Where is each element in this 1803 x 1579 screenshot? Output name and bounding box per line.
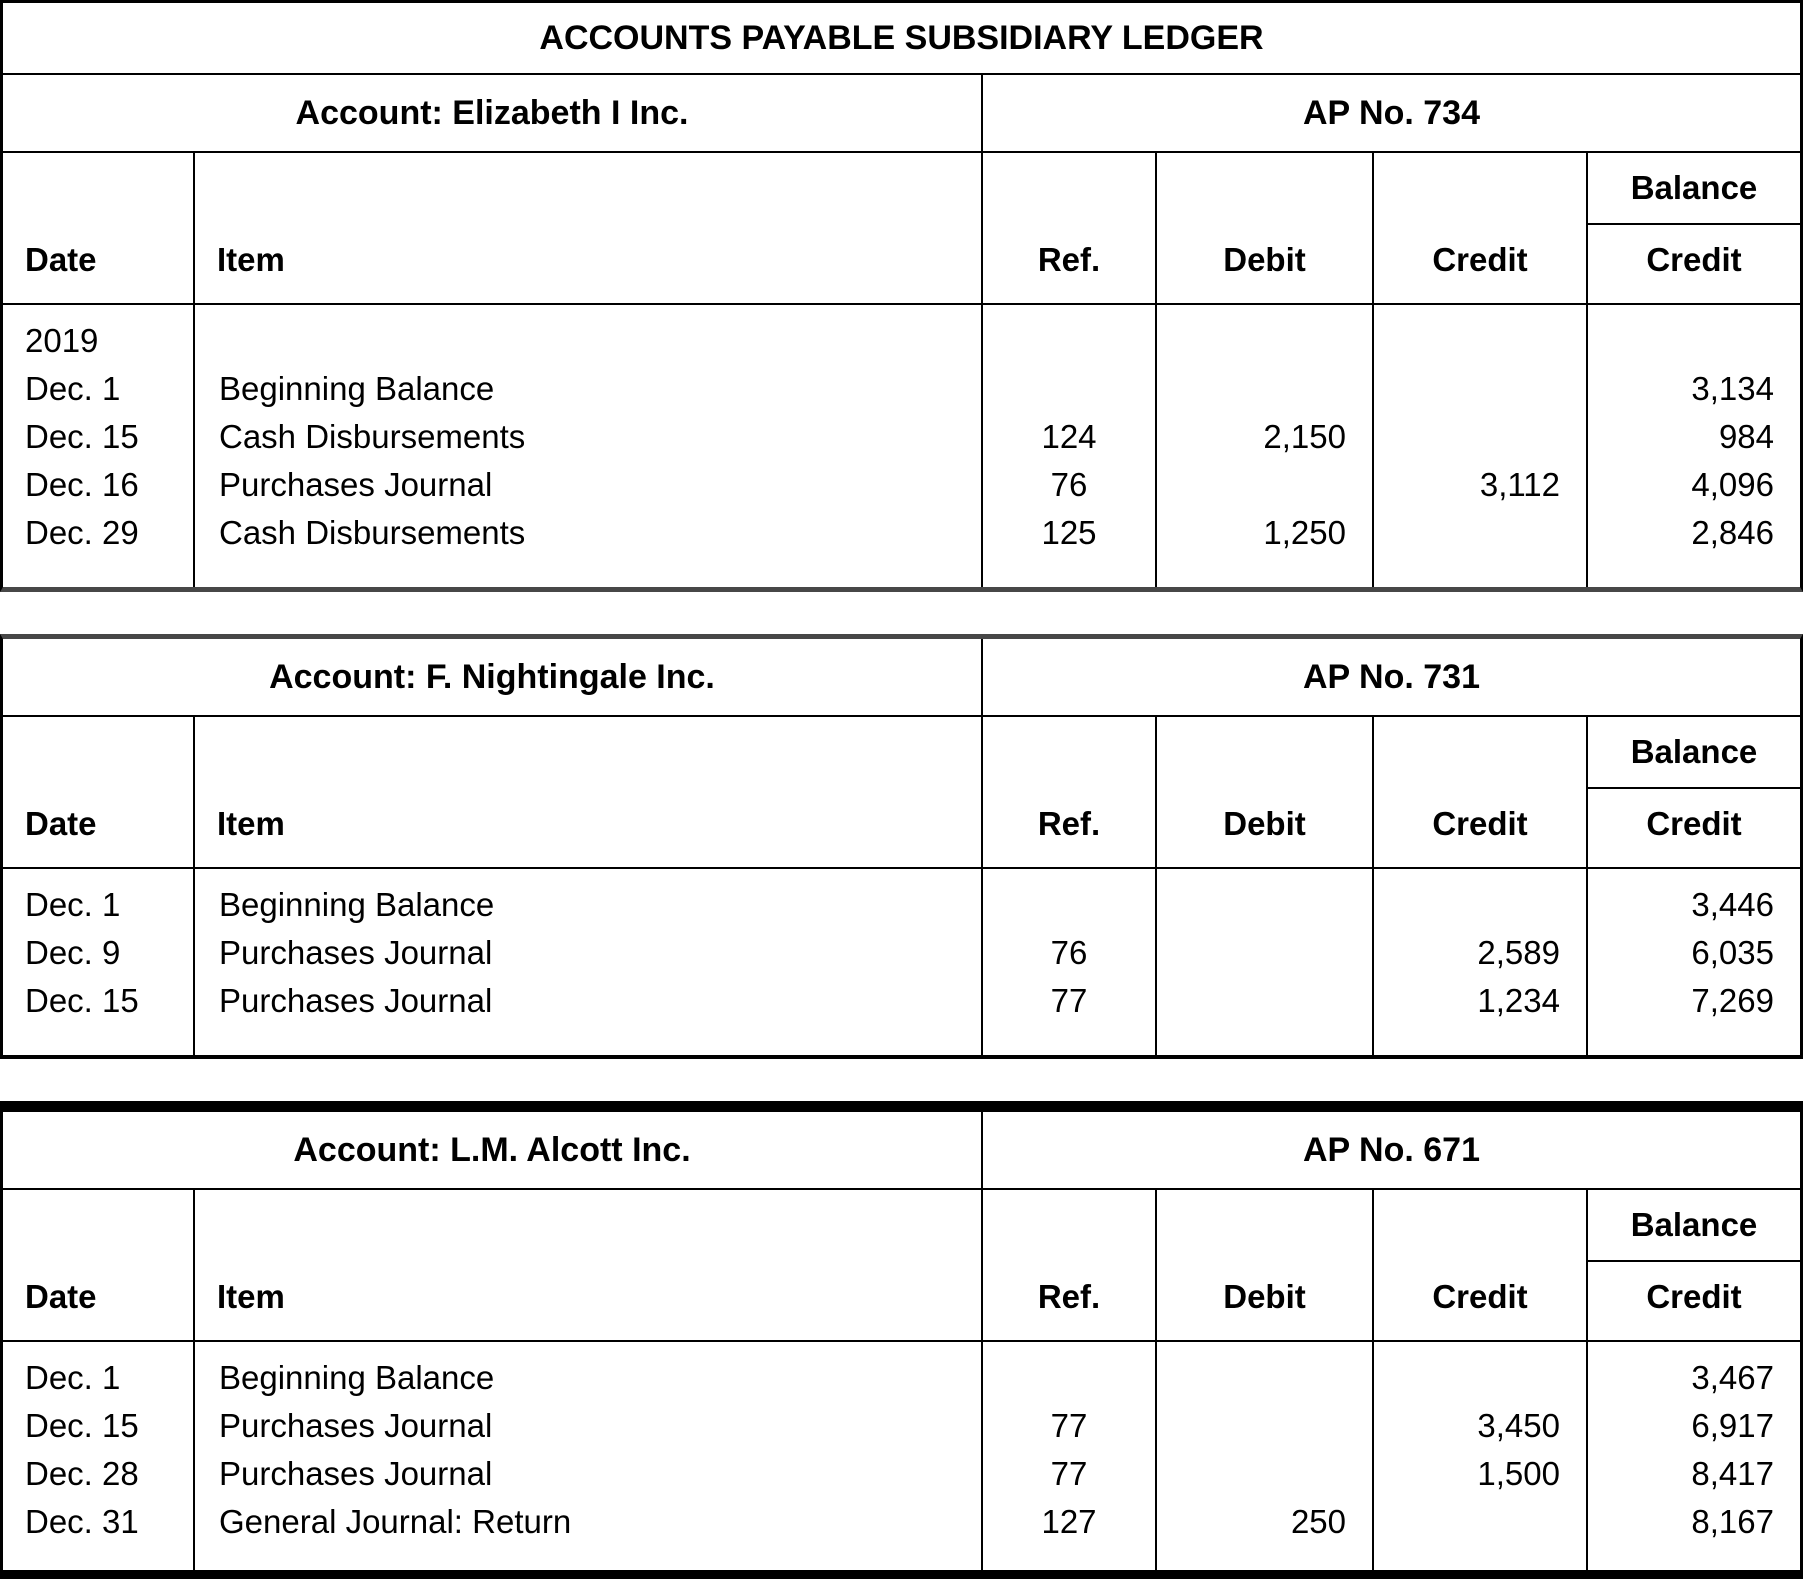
ref-column — [981, 305, 1155, 587]
balance-cell: 7,269 — [1691, 982, 1774, 1019]
debit-column-header: Debit — [1155, 1190, 1372, 1340]
credit-cell — [1374, 413, 1586, 461]
item-column-header: Item — [193, 153, 981, 303]
date-column — [3, 1342, 193, 1570]
balance-cell: 3,446 — [1691, 886, 1774, 923]
item-cell: Purchases Journal — [219, 466, 493, 503]
date-cell: Dec. 1 — [25, 370, 121, 407]
item-column — [193, 305, 981, 587]
column-header-row — [3, 717, 1800, 869]
ref-cell — [983, 317, 1155, 365]
debit-cell: 250 — [1290, 1503, 1346, 1540]
credit-column-header: Credit — [1372, 717, 1586, 867]
credit-column — [1372, 1342, 1586, 1570]
item-cell: Cash Disbursements — [219, 418, 526, 455]
item-column-header: Item — [193, 717, 981, 867]
balance-cell: 3,467 — [1691, 1359, 1774, 1396]
balance-column — [1586, 869, 1800, 1055]
credit-column-header: Credit — [1372, 1190, 1586, 1340]
balance-column-header — [1586, 153, 1800, 303]
ref-column-header: Ref. — [981, 1190, 1155, 1340]
credit-cell: 3,450 — [1477, 1407, 1560, 1444]
date-column-header: Date — [25, 1278, 97, 1315]
ledger-title-text: ACCOUNTS PAYABLE SUBSIDIARY LEDGER — [539, 18, 1264, 57]
credit-cell: 3,112 — [1479, 466, 1560, 503]
account-name: Account: Elizabeth I Inc. — [295, 93, 689, 132]
account-header-row — [3, 75, 1800, 153]
balance-credit-label: Credit — [1646, 241, 1742, 278]
credit-cell — [1374, 365, 1586, 413]
debit-cell: 1,250 — [1263, 514, 1346, 551]
debit-cell: 2,150 — [1263, 418, 1346, 455]
date-cell: Dec. 16 — [25, 466, 139, 503]
item-cell: Purchases Journal — [219, 1455, 493, 1492]
balance-cell: 3,134 — [1691, 370, 1774, 407]
credit-cell — [1374, 1498, 1586, 1546]
item-cell — [195, 317, 981, 365]
ledger-entries — [3, 305, 1800, 587]
balance-cell: 984 — [1718, 418, 1774, 455]
date-cell: Dec. 1 — [25, 886, 121, 923]
ref-column-header: Ref. — [981, 153, 1155, 303]
debit-column — [1155, 305, 1372, 587]
balance-group-label: Balance — [1588, 717, 1800, 789]
balance-column — [1586, 305, 1800, 587]
balance-cell: 8,417 — [1691, 1455, 1774, 1492]
debit-cell — [1157, 1354, 1372, 1402]
column-header-row — [3, 153, 1800, 305]
balance-group-label: Balance — [1588, 153, 1800, 225]
credit-cell — [1374, 1354, 1586, 1402]
balance-column — [1586, 1342, 1800, 1570]
ref-column — [981, 1342, 1155, 1570]
item-cell: Beginning Balance — [219, 370, 495, 407]
column-header-row — [3, 1190, 1800, 1342]
item-cell: Purchases Journal — [219, 982, 493, 1019]
ap-number: AP No. 671 — [981, 1112, 1800, 1188]
credit-cell — [1374, 317, 1586, 365]
ref-cell: 77 — [1050, 1407, 1088, 1444]
ref-cell: 125 — [1041, 514, 1097, 551]
debit-column-header: Debit — [1155, 153, 1372, 303]
date-column — [3, 305, 193, 587]
account-header-row — [3, 639, 1800, 717]
ref-cell: 127 — [1041, 1503, 1097, 1540]
balance-cell: 6,917 — [1691, 1407, 1774, 1444]
date-cell: Dec. 15 — [25, 1407, 139, 1444]
date-cell: Dec. 28 — [25, 1455, 139, 1492]
item-cell: Beginning Balance — [219, 1359, 495, 1396]
debit-column — [1155, 1342, 1372, 1570]
item-column — [193, 1342, 981, 1570]
date-cell: Dec. 9 — [25, 934, 121, 971]
balance-column-header — [1586, 717, 1800, 867]
account-name: Account: F. Nightingale Inc. — [269, 657, 715, 696]
year-cell: 2019 — [25, 322, 99, 359]
ledger-table-elizabeth-i — [0, 0, 1803, 592]
debit-cell — [1157, 881, 1372, 929]
account-name: Account: L.M. Alcott Inc. — [293, 1130, 691, 1169]
date-cell: Dec. 1 — [25, 1359, 121, 1396]
date-cell: Dec. 29 — [25, 514, 139, 551]
item-cell: Cash Disbursements — [219, 514, 526, 551]
item-cell: Beginning Balance — [219, 886, 495, 923]
credit-cell — [1374, 881, 1586, 929]
account-header-row — [3, 1112, 1800, 1190]
ref-cell: 76 — [1050, 466, 1088, 503]
item-column-header: Item — [193, 1190, 981, 1340]
item-column — [193, 869, 981, 1055]
credit-column — [1372, 869, 1586, 1055]
credit-cell: 2,589 — [1477, 934, 1560, 971]
balance-cell — [1588, 317, 1800, 365]
ref-column — [981, 869, 1155, 1055]
debit-cell — [1157, 1450, 1372, 1498]
ledger-title — [3, 3, 1800, 75]
balance-credit-label: Credit — [1646, 1278, 1742, 1315]
item-cell: General Journal: Return — [219, 1503, 572, 1540]
ledger-table-lm-alcott — [0, 1101, 1803, 1579]
debit-cell — [1157, 977, 1372, 1025]
ref-cell — [983, 881, 1155, 929]
ledger-entries — [3, 869, 1800, 1055]
date-cell: Dec. 31 — [25, 1503, 139, 1540]
balance-cell: 8,167 — [1691, 1503, 1774, 1540]
ap-number: AP No. 731 — [981, 639, 1800, 715]
ap-number: AP No. 734 — [981, 75, 1800, 151]
credit-cell — [1374, 509, 1586, 557]
debit-column-header: Debit — [1155, 717, 1372, 867]
item-cell: Purchases Journal — [219, 1407, 493, 1444]
credit-cell: 1,234 — [1477, 982, 1560, 1019]
item-cell: Purchases Journal — [219, 934, 493, 971]
debit-cell — [1157, 461, 1372, 509]
ref-cell — [983, 1354, 1155, 1402]
balance-group-label: Balance — [1588, 1190, 1800, 1262]
debit-cell — [1157, 365, 1372, 413]
credit-column — [1372, 305, 1586, 587]
date-column-header: Date — [25, 805, 97, 842]
ref-cell: 76 — [1050, 934, 1088, 971]
credit-cell: 1,500 — [1477, 1455, 1560, 1492]
date-column — [3, 869, 193, 1055]
debit-column — [1155, 869, 1372, 1055]
balance-column-header — [1586, 1190, 1800, 1340]
date-column-header: Date — [25, 241, 97, 278]
balance-cell: 2,846 — [1691, 514, 1774, 551]
credit-column-header: Credit — [1372, 153, 1586, 303]
balance-cell: 4,096 — [1691, 466, 1774, 503]
ref-cell: 77 — [1050, 1455, 1088, 1492]
ref-cell: 77 — [1050, 982, 1088, 1019]
ref-cell: 124 — [1041, 418, 1097, 455]
debit-cell — [1157, 1402, 1372, 1450]
balance-credit-label: Credit — [1646, 805, 1742, 842]
debit-cell — [1157, 929, 1372, 977]
ref-cell — [983, 365, 1155, 413]
date-cell: Dec. 15 — [25, 982, 139, 1019]
date-cell: Dec. 15 — [25, 418, 139, 455]
ledger-entries — [3, 1342, 1800, 1570]
ref-column-header: Ref. — [981, 717, 1155, 867]
debit-cell — [1157, 317, 1372, 365]
balance-cell: 6,035 — [1691, 934, 1774, 971]
ledger-table-f-nightingale — [0, 634, 1803, 1059]
